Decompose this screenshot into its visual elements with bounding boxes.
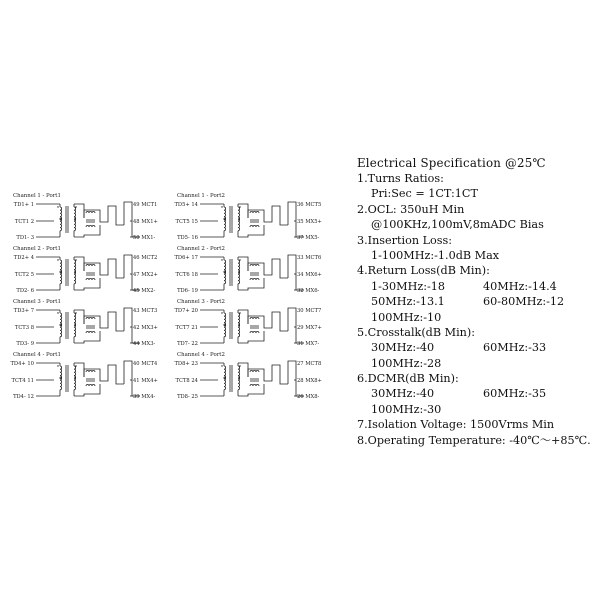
polarity-dot [221, 312, 222, 313]
polarity-dot [75, 206, 76, 207]
spec-ocl-heading: 2.OCL: 350uH Min [357, 202, 465, 216]
spec-value: 1-30MHz:-18 [371, 279, 446, 293]
spec-return-loss-heading: 4.Return Loss(dB Min): [357, 264, 490, 278]
spec-isolation-voltage: 7.Isolation Voltage: 1500Vrms Min [357, 418, 555, 432]
spec-title: Electrical Specification @25℃ [357, 156, 546, 170]
spec-insertion-loss-heading: 3.Insertion Loss: [357, 233, 452, 247]
pin-label: 30 MCT7 [297, 308, 322, 314]
coil-winding [250, 332, 259, 334]
coil-winding [86, 318, 95, 320]
channel-block [174, 299, 321, 347]
spec-return-loss-row: 100MHz:-10 [371, 310, 442, 324]
channel-title: Channel 4 - Port2 [177, 352, 225, 358]
polarity-dot [57, 312, 58, 313]
pin-label: 44 MX3- [133, 341, 156, 347]
spec-dcmr-row [357, 386, 597, 401]
spec-value: 30MHz:-40 [371, 341, 435, 355]
pin-label: TCT8 24 [175, 378, 198, 384]
coil-winding [86, 212, 95, 214]
pin-label: 49 MCT1 [133, 202, 158, 208]
spec-turns-ratio-value: Pri:Sec = 1CT:1CT [371, 187, 478, 201]
pin-label: 43 MCT3 [133, 308, 158, 314]
spec-value: 30MHz:-40 [371, 387, 435, 401]
pin-label: TD4- 12 [13, 394, 34, 400]
spec-value: 40MHz:-14.4 [483, 279, 557, 293]
spec-return-loss-row [357, 294, 597, 309]
wire [238, 278, 264, 290]
coil-winding [250, 371, 259, 373]
channel-block [174, 352, 321, 400]
coil-winding [86, 265, 95, 267]
pin-label: TD2- 6 [16, 288, 34, 294]
polarity-dot [57, 365, 58, 366]
pin-label: TD5+ 14 [174, 202, 198, 208]
wire [74, 278, 100, 290]
pin-label: TCT3 8 [14, 325, 34, 331]
polarity-dot [75, 365, 76, 366]
pin-label: TCT7 21 [175, 325, 198, 331]
channel-title: Channel 3 - Port2 [177, 299, 225, 305]
pin-label: 34 MX6+ [297, 272, 322, 278]
pin-label: 45 MX2- [133, 288, 156, 294]
coil-winding [250, 318, 259, 320]
coil-winding [86, 279, 95, 281]
pin-label: 29 MX7+ [297, 325, 322, 331]
channel-block [10, 352, 158, 400]
pin-label: TD3- 9 [16, 341, 34, 347]
coil-winding [250, 385, 259, 387]
pin-label: TD1+ 1 [13, 202, 34, 208]
pin-label: TD8- 25 [177, 394, 198, 400]
spec-turns-ratio-heading: 1.Turns Ratios: [357, 172, 444, 185]
coil-winding [86, 371, 95, 373]
polarity-dot [221, 365, 222, 366]
pin-label: TD3+ 7 [13, 308, 34, 314]
pin-label: 28 MX8+ [297, 378, 322, 384]
pin-label: 41 MX4+ [133, 378, 158, 384]
pin-label: 50 MX1- [133, 235, 156, 241]
pin-label: TD5- 16 [177, 235, 198, 241]
polarity-dot [75, 259, 76, 260]
wire [238, 331, 264, 343]
wire [74, 331, 100, 343]
spec-crosstalk-heading: 5.Crosstalk(dB Min): [357, 325, 475, 339]
spec-dcmr-heading: 6.DCMR(dB Min): [357, 372, 459, 386]
pin-label: TD2+ 4 [13, 255, 34, 261]
channel-block [174, 193, 321, 241]
pin-label: TCT4 11 [11, 378, 34, 384]
polarity-dot [57, 259, 58, 260]
pin-label: TD4+ 10 [10, 361, 34, 367]
pin-label: 35 MX5+ [297, 219, 322, 225]
pin-label: TCT6 18 [175, 272, 198, 278]
pin-label: 32 MX6- [297, 288, 320, 294]
pin-label: TCT2 5 [14, 272, 34, 278]
polarity-dot [221, 206, 222, 207]
pin-label: 40 MCT4 [133, 361, 158, 367]
pin-label: TD8+ 23 [174, 361, 198, 367]
coil-winding [86, 385, 95, 387]
channel-block [13, 299, 158, 347]
coil-winding [86, 226, 95, 227]
pin-label: 46 MCT2 [133, 255, 158, 261]
spec-crosstalk-row [357, 340, 597, 355]
channel-block [13, 193, 158, 241]
pin-label: 48 MX1+ [133, 219, 158, 225]
wire [74, 225, 100, 237]
pin-label: TD1- 3 [16, 235, 34, 241]
channel-title: Channel 3 - Port1 [13, 299, 61, 305]
coil-winding [86, 332, 95, 334]
channel-title: Channel 2 - Port2 [177, 246, 225, 252]
wire [238, 384, 264, 396]
pin-label: 26 MX8- [297, 394, 320, 400]
coil-winding [250, 265, 259, 267]
channel-title: Channel 4 - Port1 [13, 352, 61, 358]
spec-operating-temperature: 8.Operating Temperature: -40℃～+85℃. [357, 433, 591, 447]
pin-label: TD6- 19 [177, 288, 198, 294]
spec-value: 60-80MHz:-12 [483, 295, 565, 309]
pin-label: 27 MCT8 [297, 361, 322, 367]
pin-label: 47 MX2+ [133, 272, 158, 278]
channel-title: Channel 2 - Port1 [13, 246, 61, 252]
polarity-dot [75, 312, 76, 313]
pin-label: 33 MCT6 [297, 255, 322, 261]
wire [74, 384, 100, 396]
pin-label: TCT5 15 [175, 219, 198, 225]
coil-winding [250, 226, 259, 227]
electrical-specification [357, 156, 597, 448]
pin-label: 31 MX7- [297, 341, 320, 347]
polarity-dot [57, 206, 58, 207]
spec-value: 60MHz:-33 [483, 341, 547, 355]
channel-block [13, 246, 158, 294]
pin-label: TD7- 22 [177, 341, 198, 347]
spec-value: 50MHz:-13.1 [371, 295, 445, 309]
wire [238, 225, 264, 237]
channel-title: Channel 1 - Port2 [177, 193, 225, 199]
channel-title: Channel 1 - Port1 [13, 193, 61, 199]
pin-label: 37 MX5- [297, 235, 320, 241]
pin-label: TD7+ 20 [174, 308, 198, 314]
coil-winding [250, 212, 259, 214]
pin-label: TD6+ 17 [174, 255, 198, 261]
spec-value: 60MHz:-35 [483, 387, 547, 401]
pin-label: 39 MX4- [133, 394, 156, 400]
pin-label: 36 MCT5 [297, 202, 322, 208]
polarity-dot [239, 206, 240, 207]
spec-crosstalk-row: 100MHz:-28 [371, 356, 442, 370]
polarity-dot [239, 259, 240, 260]
coil-winding [250, 279, 259, 281]
channel-block [174, 246, 321, 294]
spec-insertion-loss-value: 1-100MHz:-1.0dB Max [371, 248, 500, 262]
spec-return-loss-row [357, 279, 597, 294]
pin-label: TCT1 2 [14, 219, 34, 225]
spec-dcmr-row: 100MHz:-30 [371, 402, 442, 416]
polarity-dot [239, 365, 240, 366]
polarity-dot [221, 259, 222, 260]
pin-label: 42 MX3+ [133, 325, 158, 331]
spec-ocl-condition: @100KHz,100mV,8mADC Bias [371, 218, 544, 232]
polarity-dot [239, 312, 240, 313]
